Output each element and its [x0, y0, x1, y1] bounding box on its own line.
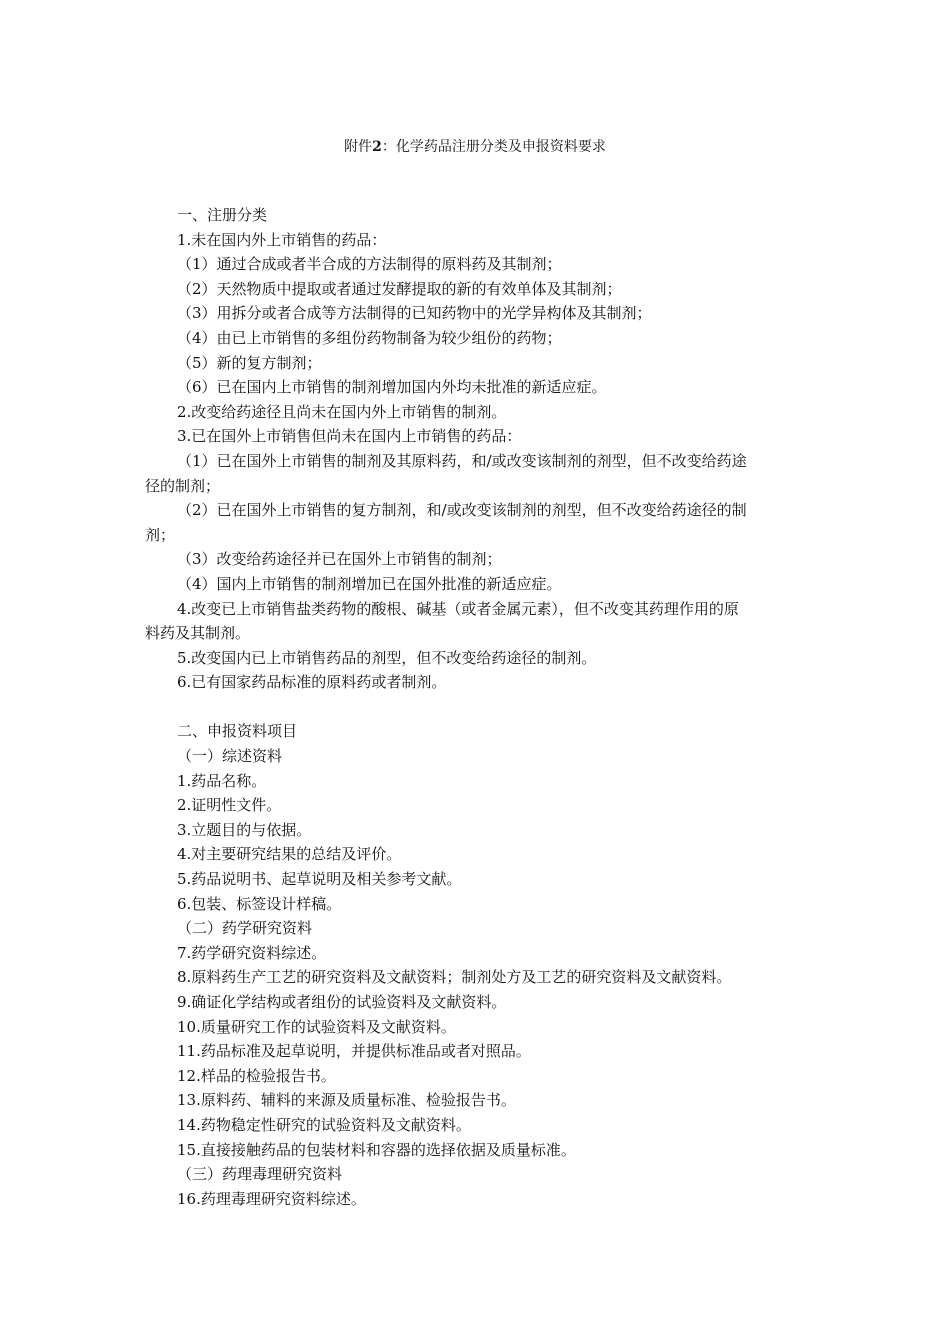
category-item-2: 2.改变给药途径且尚未在国内外上市销售的制剂。 — [177, 402, 507, 421]
section-heading-submission: 二、申报资料项目 — [177, 722, 298, 741]
title-number: 2 — [372, 139, 382, 155]
category-1-sub-2: （2）天然物质中提取或者通过发酵提取的新的有效单体及其制剂； — [177, 279, 622, 298]
pharmaceutical-item-9: 9.确证化学结构或者组份的试验资料及文献资料。 — [177, 993, 507, 1011]
summary-item-1: 1.药品名称。 — [177, 771, 267, 790]
category-item-4-continued: 料药及其制剂。 — [145, 624, 251, 643]
category-3-sub-1-continued: 径的制剂； — [145, 476, 221, 495]
pharmaceutical-item-7: 7.药学研究资料综述。 — [177, 943, 327, 962]
category-3-sub-3: （3）改变给药途径并已在国外上市销售的制剂； — [177, 550, 502, 569]
summary-item-2: 2.证明性文件。 — [177, 796, 282, 815]
summary-item-5: 5.药品说明书、起草说明及相关参考文献。 — [177, 870, 462, 889]
category-item-5: 5.改变国内已上市销售药品的剂型，但不改变给药途径的制剂。 — [177, 648, 597, 667]
pharmaceutical-item-10: 10.质量研究工作的试验资料及文献资料。 — [177, 1017, 456, 1036]
category-item-1: 1.未在国内外上市销售的药品： — [177, 230, 387, 249]
title-text: ：化学药品注册分类及申报资料要求 — [381, 139, 606, 155]
section-heading-registration: 一、注册分类 — [177, 206, 268, 224]
category-1-sub-5: （5）新的复方制剂； — [177, 353, 322, 372]
category-1-sub-1: （1）通过合成或者半合成的方法制得的原料药及其制剂； — [177, 255, 562, 274]
category-item-4: 4.改变已上市销售盐类药物的酸根、碱基（或者金属元素），但不改变其药理作用的原 — [177, 599, 739, 618]
pharmacology-item-16: 16.药理毒理研究资料综述。 — [177, 1189, 366, 1208]
category-1-sub-4: （4）由已上市销售的多组份药物制备为较少组份的药物； — [177, 328, 562, 347]
category-item-6: 6.已有国家药品标准的原料药或者制剂。 — [177, 673, 447, 692]
category-1-sub-3: （3）用拆分或者合成等方法制得的已知药物中的光学异构体及其制剂； — [177, 304, 652, 323]
group-heading-pharmacology: （三）药理毒理研究资料 — [177, 1165, 343, 1184]
section-spacer — [145, 695, 810, 720]
pharmaceutical-item-15: 15.直接接触药品的包装材料和容器的选择依据及质量标准。 — [177, 1140, 576, 1159]
pharmaceutical-item-12: 12.样品的检验报告书。 — [177, 1066, 336, 1085]
category-1-sub-6: （6）已在国内上市销售的制剂增加国内外均未批准的新适应症。 — [177, 378, 607, 397]
summary-item-6: 6.包装、标签设计样稿。 — [177, 894, 342, 913]
category-item-3: 3.已在国外上市销售但尚未在国内上市销售的药品： — [177, 427, 522, 446]
title-prefix: 附件 — [344, 139, 373, 155]
category-3-sub-2-continued: 剂； — [145, 525, 176, 544]
category-3-sub-2: （2）已在国外上市销售的复方制剂，和/或改变该制剂的剂型，但不改变给药途径的制 — [177, 501, 747, 520]
pharmaceutical-item-14: 14.药物稳定性研究的试验资料及文献资料。 — [177, 1115, 471, 1134]
pharmaceutical-item-13: 13.原料药、辅料的来源及质量标准、检验报告书。 — [177, 1091, 516, 1110]
category-3-sub-1: （1）已在国外上市销售的制剂及其原料药，和/或改变该制剂的剂型，但不改变给药途 — [177, 451, 747, 470]
group-heading-pharmaceutical: （二）药学研究资料 — [177, 919, 313, 938]
group-heading-summary: （一）综述资料 — [177, 747, 283, 766]
category-3-sub-4: （4）国内上市销售的制剂增加已在国外批准的新适应症。 — [177, 574, 562, 593]
document-title — [0, 137, 950, 157]
summary-item-4: 4.对主要研究结果的总结及评价。 — [177, 845, 402, 864]
pharmaceutical-item-8: 8.原料药生产工艺的研究资料及文献资料；制剂处方及工艺的研究资料及文献资料。 — [177, 968, 732, 987]
summary-item-3: 3.立题目的与依据。 — [177, 820, 312, 839]
pharmaceutical-item-11: 11.药品标准及起草说明，并提供标准品或者对照品。 — [177, 1042, 531, 1061]
document-body — [145, 203, 810, 1211]
